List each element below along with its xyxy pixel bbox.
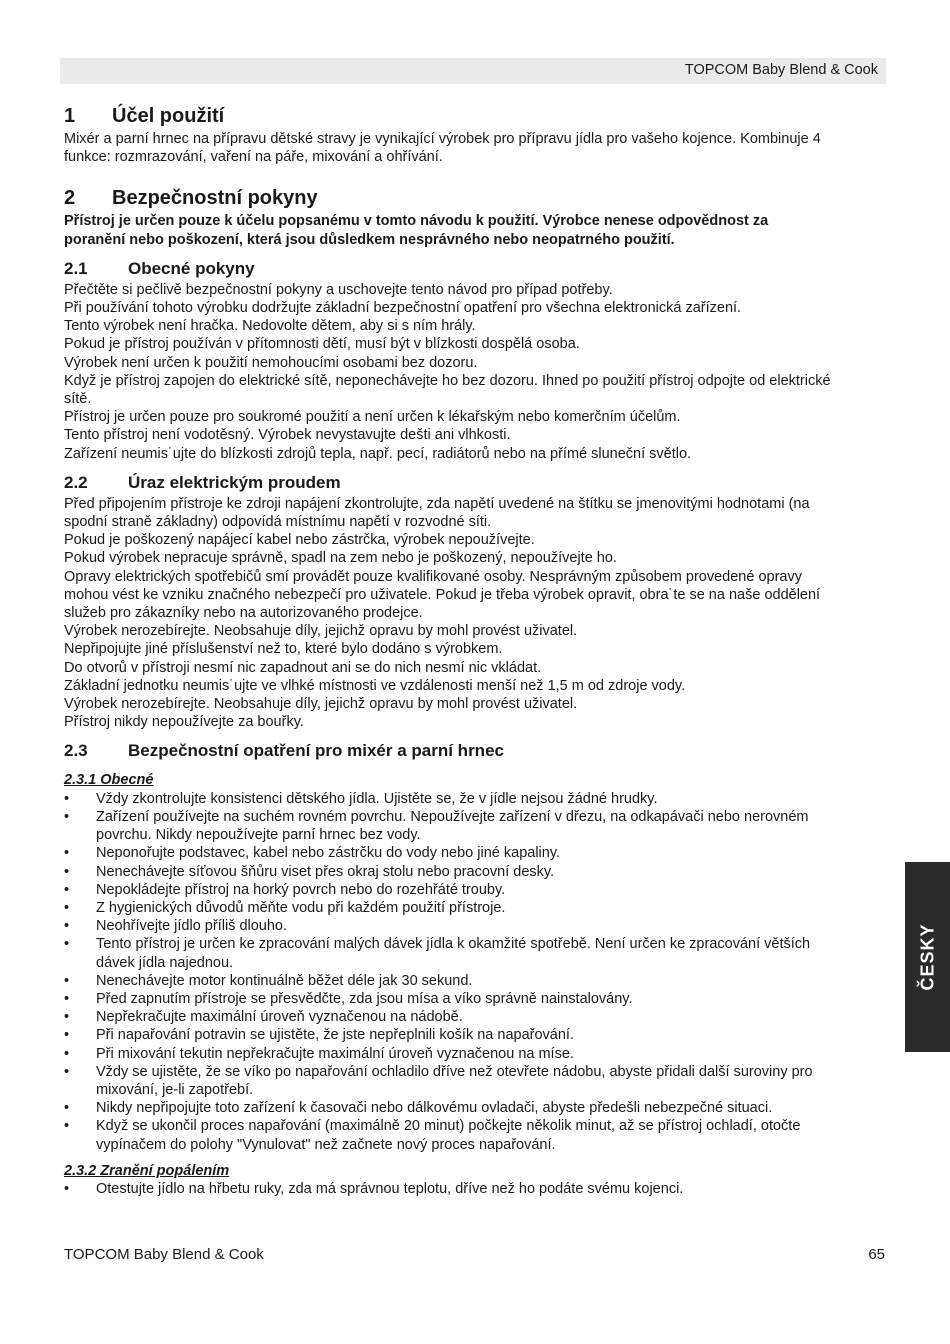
- list-item-line: Nepřekračujte maximální úroveň vyznačenou na nádobě.: [96, 1009, 463, 1026]
- list-item-line: Při mixování tekutin nepřekračujte maximální úroveň vyznačenou na míse.: [96, 1045, 574, 1062]
- paragraph-line: Přístroj nikdy nepoužívejte za bouřky.: [64, 714, 304, 731]
- paragraph-line: Pokud je poškozený napájecí kabel nebo zástrčka, výrobek nepoužívejte.: [64, 532, 535, 549]
- section-title: Bezpečnostní opatření pro mixér a parní hrnec: [128, 741, 504, 761]
- list-item-line: vypínačem do polohy "Vynulovat" než začnete nový proces napařování.: [96, 1136, 556, 1153]
- bullet-marker: •: [64, 881, 70, 898]
- paragraph-line: Tento přístroj není vodotěsný. Výrobek nevystavujte dešti ani vlhkosti.: [64, 427, 511, 444]
- section-2-heading: [64, 184, 886, 212]
- paragraph-line: Základní jednotku neumis˙ujte ve vlhké místnosti ve vzdálenosti menší než 1,5 m od zdroje vody.: [64, 677, 686, 694]
- bullet-marker: •: [64, 845, 70, 862]
- list-item-line: Když se ukončil proces napařování (maximálně 20 minut) počkejte několik minut, až se přístroj ochladí, otočte: [96, 1118, 801, 1135]
- section-title: Obecné pokyny: [128, 258, 255, 278]
- list-item-line: Nenechávejte motor kontinuálně běžet déle jak 30 sekund.: [96, 972, 473, 989]
- paragraph-line: Výrobek nerozebírejte. Neobsahuje díly, jejichž opravu by mohl provést uživatel.: [64, 623, 578, 640]
- bullet-marker: •: [64, 790, 70, 807]
- footer-product-name: TOPCOM Baby Blend & Cook: [64, 1246, 264, 1263]
- paragraph-line: Pokud výrobek nepracuje správně, spadl na zem nebo je poškozený, nepoužívejte ho.: [64, 550, 617, 567]
- bullet-marker: •: [64, 1027, 70, 1044]
- paragraph-line: Nepřipojujte jiné příslušenství než to, které bylo dodáno s výrobkem.: [64, 641, 503, 658]
- list-item-line: Otestujte jídlo na hřbetu ruky, zda má správnou teplotu, dříve než ho podáte svému kojenci.: [96, 1180, 684, 1197]
- list-item-line: Neohřívejte jídlo příliš dlouho.: [96, 918, 288, 935]
- paragraph-line: Mixér a parní hrnec na přípravu dětské stravy je vynikající výrobek pro přípravu jídla pro vašeho kojence. Kombinuje 4: [64, 131, 821, 147]
- list-item: [64, 917, 886, 935]
- list-item-line: dávek jídla najednou.: [96, 954, 234, 971]
- list-item-line: povrchu. Nikdy nepoužívejte parní hrnec bez vody.: [96, 827, 421, 844]
- list-item-line: Při napařování potravin se ujistěte, že jste nepřeplnili košík na napařování.: [96, 1027, 574, 1044]
- paragraph-line: Do otvorů v přístroji nesmí nic zapadnout ani se do nich nesmí nic vkládat.: [64, 659, 542, 676]
- paragraph-line: poranění nebo poškození, která jsou důsledkem nesprávného nebo neopatrného použití.: [64, 231, 675, 248]
- section-title: Úraz elektrickým proudem: [128, 472, 341, 492]
- bullet-marker: •: [64, 899, 70, 916]
- section-number: 2.3: [64, 741, 88, 761]
- paragraph-line: sítě.: [64, 391, 92, 408]
- paragraph-line: mohou vést ke vzniku značného nebezpečí pro uživatele. Pokud je třeba výrobek opravit, obra˙te se na naše oddělení: [64, 586, 821, 603]
- bullet-marker: •: [64, 972, 70, 989]
- list-item: [64, 790, 886, 808]
- list-item-line: Nenechávejte síťovou šňůru viset přes okraj stolu nebo pracovní desky.: [96, 863, 555, 880]
- bullet-marker: •: [64, 918, 70, 935]
- page-number: 65: [868, 1246, 885, 1263]
- section-number: 2.1: [64, 258, 88, 278]
- paragraph-line: Výrobek není určen k použití nemohoucími osobami bez dozoru.: [64, 354, 478, 371]
- list-item-line: Před zapnutím přístroje se přesvědčte, zda jsou mísa a víko správně nainstalovány.: [96, 990, 633, 1007]
- list-item: [64, 1045, 886, 1063]
- paragraph-line: Přístroj je určen pouze k účelu popsanému v tomto návodu k použití. Výrobce nenese odpovědnost za: [64, 213, 769, 230]
- list-item-line: Neponořujte podstavec, kabel nebo zástrčku do vody nebo jiné kapaliny.: [96, 845, 561, 862]
- list-item: [64, 1063, 886, 1099]
- list-item: [64, 1117, 886, 1153]
- paragraph-line: Když je přístroj zapojen do elektrické sítě, neponechávejte ho bez dozoru. Ihned po použití přístroj odpojte od elektrické: [64, 372, 831, 389]
- paragraph-line: Při používání tohoto výrobku dodržujte základní bezpečnostní opatření pro všechna elektronická zařízení.: [64, 300, 742, 317]
- section-2-1-heading: [64, 257, 886, 281]
- bullet-marker: •: [64, 808, 70, 825]
- paragraph-line: Tento výrobek není hračka. Nedovolte dětem, aby si s ním hrály.: [64, 318, 476, 335]
- list-item-line: Nepokládejte přístroj na horký povrch nebo do rozehřáté trouby.: [96, 881, 506, 898]
- bullet-marker: •: [64, 1009, 70, 1026]
- bullet-marker: •: [64, 990, 70, 1007]
- list-item: [64, 1099, 886, 1117]
- paragraph-line: Výrobek nerozebírejte. Neobsahuje díly, jejichž opravu by mohl provést uživatel.: [64, 696, 578, 713]
- section-number: 1: [64, 105, 76, 127]
- list-item-line: Vždy se ujistěte, že se víko po napařování ochladilo dříve než otevřete nádobu, abyste přidali další suroviny pro: [96, 1063, 813, 1080]
- list-item: [64, 899, 886, 917]
- list-item: [64, 881, 886, 899]
- section-number: 2: [64, 187, 76, 210]
- paragraph-line: Před připojením přístroje ke zdroji napájení zkontrolujte, zda napětí uvedené na štítku se jmenovitými hodnotami (na: [64, 495, 810, 512]
- list-item: [64, 935, 886, 971]
- paragraph-line: spodní straně základny) odpovídá místnímu napětí v rozvodné síti.: [64, 514, 492, 531]
- list-item: [64, 1008, 886, 1026]
- header-title: TOPCOM Baby Blend & Cook: [684, 62, 878, 78]
- section-2-1-body: [64, 281, 886, 463]
- paragraph-line: Zařízení neumis˙ujte do blízkosti zdrojů tepla, např. pecí, radiátorů nebo na přímé sluneční světlo.: [64, 445, 692, 462]
- list-item: [64, 863, 886, 881]
- section-2-3-1-list: [64, 790, 886, 1154]
- bullet-marker: •: [64, 1118, 70, 1135]
- section-2-2-heading: [64, 471, 886, 495]
- list-item-line: mixování, je-li zapotřebí.: [96, 1081, 254, 1098]
- list-item: [64, 990, 886, 1008]
- paragraph-line: Přečtěte si pečlivě bezpečnostní pokyny a uschovejte tento návod pro případ potřeby.: [64, 281, 613, 298]
- paragraph-line: Opravy elektrických spotřebičů smí provádět pouze kvalifikované osoby. Nesprávným způsobem provedené opravy: [64, 568, 802, 585]
- list-item: [64, 1026, 886, 1044]
- paragraph-line: Přístroj je určen pouze pro soukromé použití a není určen k lékařským nebo komerčním účelům.: [64, 409, 681, 426]
- section-2-3-2-heading: 2.3.2 Zranění popálením: [64, 1162, 230, 1179]
- list-item-line: Zařízení používejte na suchém rovném povrchu. Nepoužívejte zařízení v dřezu, na odkapávači nebo nerovném: [96, 808, 809, 825]
- language-tab: [905, 862, 950, 1052]
- section-2-2-body: [64, 495, 886, 732]
- list-item: [64, 1180, 886, 1198]
- section-number: 2.2: [64, 472, 88, 492]
- page-content: [64, 102, 886, 1198]
- list-item-line: Z hygienických důvodů měňte vodu při každém použití přístroje.: [96, 899, 506, 916]
- language-tab-label: ČESKY: [917, 923, 937, 991]
- paragraph-line: funkce: rozmrazování, vaření na páře, mixování a ohřívání.: [64, 149, 443, 166]
- section-1-body: [64, 130, 886, 166]
- section-2-3-1-heading: 2.3.1 Obecné: [64, 772, 154, 789]
- list-item: [64, 972, 886, 990]
- list-item-line: Nikdy nepřipojujte toto zařízení k časovači nebo dálkovému ovladači, abyste předešli nebezpečné situaci.: [96, 1100, 773, 1117]
- bullet-marker: •: [64, 936, 70, 953]
- bullet-marker: •: [64, 1180, 70, 1197]
- paragraph-line: Pokud je přístroj používán v přítomnosti dětí, musí být v blízkosti dospělá osoba.: [64, 336, 580, 353]
- section-2-body: [64, 212, 886, 248]
- list-item-line: Vždy zkontrolujte konsistenci dětského jídla. Ujistěte se, že v jídle nejsou žádné hrudky.: [96, 790, 658, 807]
- section-1-heading: [64, 102, 886, 130]
- list-item: [64, 808, 886, 844]
- section-2-3-heading: [64, 739, 886, 763]
- section-2-3-2-list: [64, 1180, 886, 1198]
- section-title: Bezpečnostní pokyny: [112, 187, 318, 210]
- bullet-marker: •: [64, 1045, 70, 1062]
- list-item-line: Tento přístroj je určen ke zpracování malých dávek jídla k okamžité spotřebě. Není určen ke zpracování větších: [96, 936, 811, 953]
- section-title: Účel použití: [112, 105, 225, 127]
- bullet-marker: •: [64, 1063, 70, 1080]
- bullet-marker: •: [64, 1100, 70, 1117]
- paragraph-line: služeb pro zákazníky nebo na autorizovaného prodejce.: [64, 605, 423, 622]
- bullet-marker: •: [64, 863, 70, 880]
- list-item: [64, 844, 886, 862]
- header-bar: [60, 58, 886, 84]
